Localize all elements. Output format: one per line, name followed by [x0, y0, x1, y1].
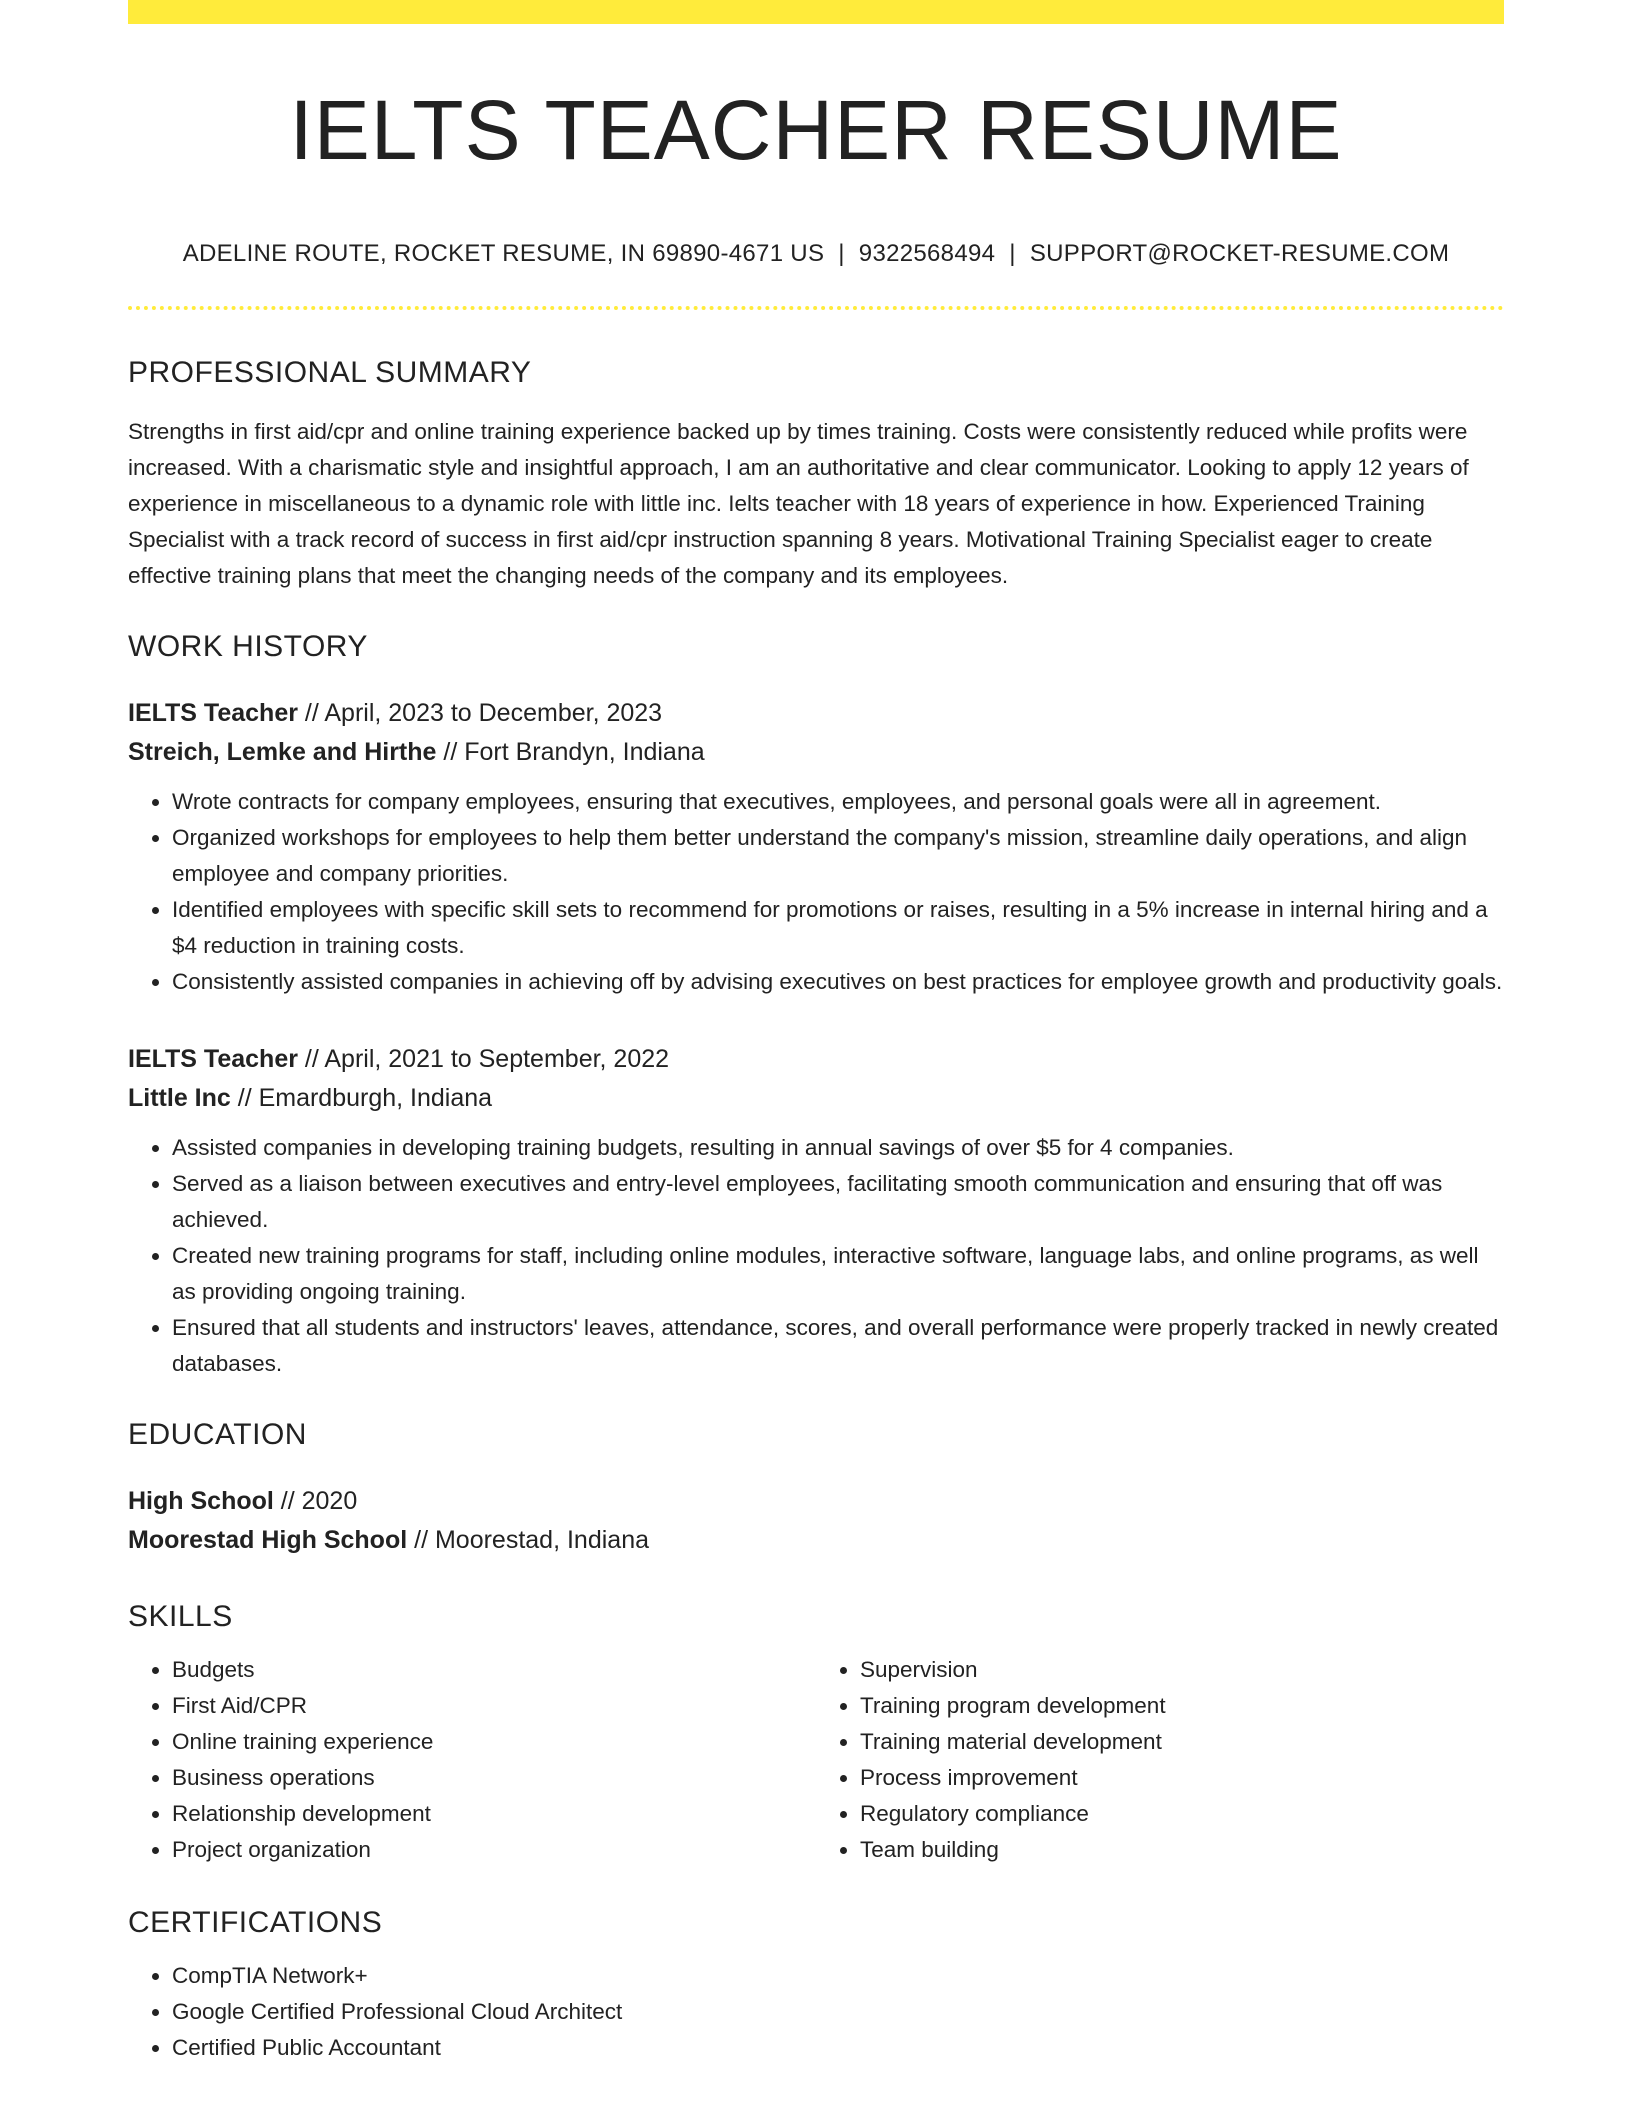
job-company-line [128, 733, 1504, 772]
job-company: Streich, Lemke and Hirthe [128, 738, 437, 767]
job-bullet: • Identified employees with specific skill sets to recommend for promotions or raises, resulting in a 5% increase in internal hiring and a $4 reduction in training costs. [172, 892, 1504, 964]
education-year: // 2020 [273, 1487, 358, 1516]
job-bullet: • Served as a liaison between executives and entry-level employees, facilitating smooth communication and ensuring that off was achieved. [172, 1166, 1504, 1238]
contact-email: SUPPORT@ROCKET-RESUME.COM [1029, 240, 1450, 268]
summary-text: Strengths in first aid/cpr and online training experience backed up by times training. Costs were consistently reduced while profits were increased. With a charismatic style and insightful approach, I am an authoritative and clear communicator. Looking to apply 12 years of experience in miscellaneous to a dynamic role with little inc. Ielts teacher with 18 years of experience in how. Experienced Training Specialist with a track record of success in first aid/cpr instruction spanning 8 years. Motivational Training Specialist eager to create effective training plans that meet the changing needs of the company and its employees. [128, 419, 1469, 589]
skill-item: • Business operations [172, 1760, 816, 1796]
certification-item: • Google Certified Professional Cloud Architect [172, 1994, 1504, 2030]
education-degree-line [128, 1482, 1504, 1521]
job-location: // Emardburgh, Indiana [230, 1084, 493, 1113]
skills-heading: SKILLS [128, 1600, 233, 1634]
job-bullet: • Organized workshops for employees to help them better understand the company's mission, streamline daily operations, and align employee and company priorities. [172, 820, 1504, 892]
job-dates: // April, 2021 to September, 2022 [297, 1045, 670, 1074]
contact-separator: | [1009, 240, 1016, 268]
certifications-list [128, 1958, 1504, 2066]
contact-phone: 9322568494 [858, 240, 996, 268]
education-degree: High School [128, 1487, 274, 1516]
contact-separator: | [838, 240, 845, 268]
job-entry [128, 694, 1504, 1000]
dotted-divider [128, 306, 1504, 310]
job-company-line [128, 1079, 1504, 1118]
certifications-heading: CERTIFICATIONS [128, 1906, 383, 1940]
certification-item: • CompTIA Network+ [172, 1958, 1504, 1994]
resume-page [128, 0, 1504, 2066]
skill-item: • Supervision [860, 1652, 1504, 1688]
job-title-line [128, 1040, 1504, 1079]
resume-title: IELTS TEACHER RESUME [289, 83, 1343, 177]
job-entry [128, 1040, 1504, 1382]
education-school-line [128, 1521, 1504, 1560]
job-role: IELTS Teacher [128, 1045, 298, 1074]
skills-list-left [128, 1652, 816, 1868]
contact-line [128, 240, 1504, 268]
certification-item: • Certified Public Accountant [172, 2030, 1504, 2066]
skills-list-right [816, 1652, 1504, 1868]
skill-item: • Training material development [860, 1724, 1504, 1760]
job-company: Little Inc [128, 1084, 231, 1113]
education-school: Moorestad High School [128, 1526, 408, 1555]
skill-item: • Budgets [172, 1652, 816, 1688]
job-bullet-list [128, 784, 1504, 1000]
contact-address: ADELINE ROUTE, ROCKET RESUME, IN 69890-4671 US [182, 240, 825, 268]
skill-item: • First Aid/CPR [172, 1688, 816, 1724]
skill-item: • Training program development [860, 1688, 1504, 1724]
job-bullet: • Consistently assisted companies in achieving off by advising executives on best practices for employee growth and productivity goals. [172, 964, 1504, 1000]
skill-item: • Project organization [172, 1832, 816, 1868]
skill-item: • Relationship development [172, 1796, 816, 1832]
top-accent-bar [128, 0, 1504, 24]
skill-item: • Online training experience [172, 1724, 816, 1760]
skill-item: • Regulatory compliance [860, 1796, 1504, 1832]
education-location: // Moorestad, Indiana [407, 1526, 649, 1555]
job-role: IELTS Teacher [128, 699, 298, 728]
skill-item: • Process improvement [860, 1760, 1504, 1796]
summary-heading: PROFESSIONAL SUMMARY [128, 356, 532, 390]
work-history-heading: WORK HISTORY [128, 630, 368, 664]
job-title-line [128, 694, 1504, 733]
skill-item: • Team building [860, 1832, 1504, 1868]
job-bullet: • Ensured that all students and instructors' leaves, attendance, scores, and overall performance were properly tracked in newly created databases. [172, 1310, 1504, 1382]
job-location: // Fort Brandyn, Indiana [436, 738, 705, 767]
education-heading: EDUCATION [128, 1418, 307, 1452]
job-dates: // April, 2023 to December, 2023 [297, 699, 663, 728]
education-entry [128, 1482, 1504, 1560]
job-bullet: • Assisted companies in developing training budgets, resulting in annual savings of over $5 for 4 companies. [172, 1130, 1504, 1166]
skills-columns [128, 1652, 1504, 1868]
job-bullet: • Created new training programs for staff, including online modules, interactive software, language labs, and online programs, as well as providing ongoing training. [172, 1238, 1504, 1310]
job-bullet-list [128, 1130, 1504, 1382]
job-bullet: • Wrote contracts for company employees, ensuring that executives, employees, and personal goals were all in agreement. [172, 784, 1504, 820]
